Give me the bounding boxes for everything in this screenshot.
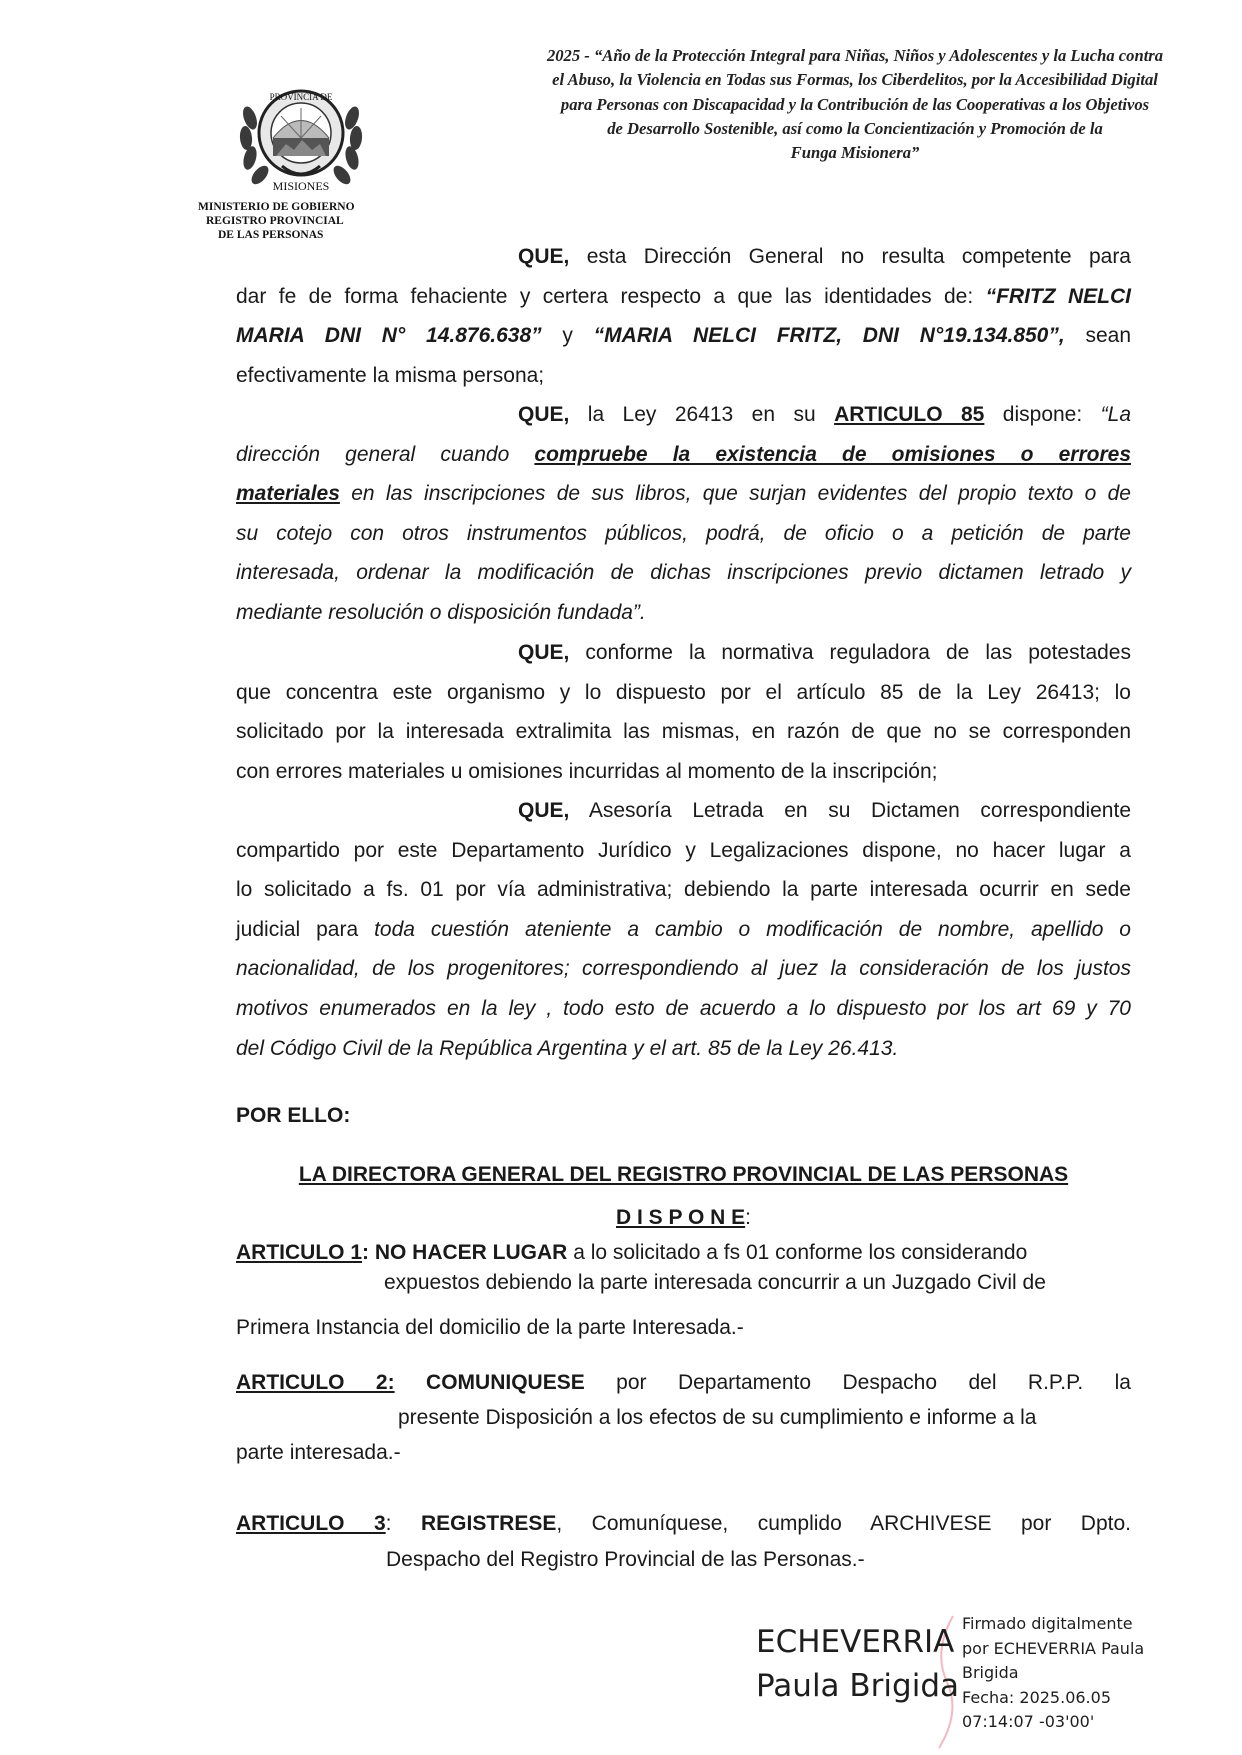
year-motto: 2025 - “Año de la Protección Integral para Niñas, Niños y Adolescentes y la Lucha contra el Abuso, la Violencia en Todas sus Formas, los Ciberdelitos, por la Accesibilidad Digital para Personas con Discapacidad y la Contribución de las Cooperativas a los Objetivos de Desarrollo Sostenible, así como la Concientización y Promoción de la Funga Misionera” — [546, 46, 1164, 163]
paragraph-que-2: QUE, la Ley 26413 en su ARTICULO 85 dispone: “La dirección general cuando compruebe la existencia de omisiones o errores materiales en las inscripciones de sus libros, que surjan evidentes del propio texto o de su cotejo con otros instrumentos públicos, podrá, de oficio o a petición de parte interesada, ordenar la modificación de dichas inscripciones previo dictamen letrado y mediante resolución o disposición fundada”. — [236, 403, 1131, 624]
paragraph-que-4: QUE, Asesoría Letrada en su Dictamen correspondiente compartido por este Departamento Jurídico y Legalizaciones dispone, no hacer lugar a lo solicitado a fs. 01 por vía administrativa; debiendo la parte interesada ocurrir en sede judicial para toda cuestión ateniente a cambio o modificación de nombre, apellido o nacionalidad, de los progenitores; correspondiendo al juez la consideración de los justos motivos enumerados en la ley , todo esto de acuerdo a lo dispuesto por los art 69 y 70 del Código Civil de la República Argentina y el art. 85 de la Ley 26.413. — [236, 799, 1131, 1060]
seal-top-text: PROVINCIA DE — [269, 92, 333, 102]
dispone-heading: D I S P O N E: — [616, 1206, 751, 1229]
article-3: ARTICULO 3: REGISTRESE, Comuníquese, cumplido ARCHIVESE por Dpto. Despacho del Registro Provincial de las Personas.- — [236, 1512, 1131, 1571]
provincial-seal — [236, 78, 366, 196]
seal-bottom-text: MISIONES — [272, 179, 330, 193]
article-2: ARTICULO 2: COMUNIQUESE por Departamento Despacho del R.P.P. la presente Disposición a los efectos de su cumplimiento e informe a la parte interesada.- — [236, 1371, 1131, 1464]
ministry-heading: MINISTERIO DE GOBIERNO REGISTRO PROVINCIAL DE LAS PERSONAS — [198, 201, 355, 241]
por-ello-heading: POR ELLO: — [236, 1104, 351, 1127]
digital-signature-name: ECHEVERRIA Paula Brigida — [756, 1624, 959, 1704]
article-1: ARTICULO 1: NO HACER LUGAR a lo solicitado a fs 01 conforme los considerando expuestos debiendo la parte interesada concurrir a un Juzgado Civil de Primera Instancia del domicilio de la parte Interesada.- — [236, 1241, 1046, 1339]
paragraph-que-1: QUE, esta Dirección General no resulta competente para dar fe de forma fehaciente y certera respecto a que las identidades de: “FRITZ NELCI MARIA DNI N° 14.876.638” y “MARIA NELCI FRITZ, DNI N°19.134.850”, sean efectivamente la misma persona; — [236, 245, 1132, 387]
directora-heading: LA DIRECTORA GENERAL DEL REGISTRO PROVINCIAL DE LAS PERSONAS — [298, 1163, 1069, 1186]
paragraph-que-3: QUE, conforme la normativa reguladora de las potestades que concentra este organismo y lo dispuesto por el artículo 85 de la Ley 26413; lo solicitado por la interesada extralimita las mismas, en razón de que no se corresponden con errores materiales u omisiones incurridas al momento de la inscripción; — [236, 641, 1131, 783]
digital-signature-meta: Firmado digitalmente por ECHEVERRIA Paula Brigida Fecha: 2025.06.05 07:14:07 -03'00' — [962, 1614, 1145, 1731]
